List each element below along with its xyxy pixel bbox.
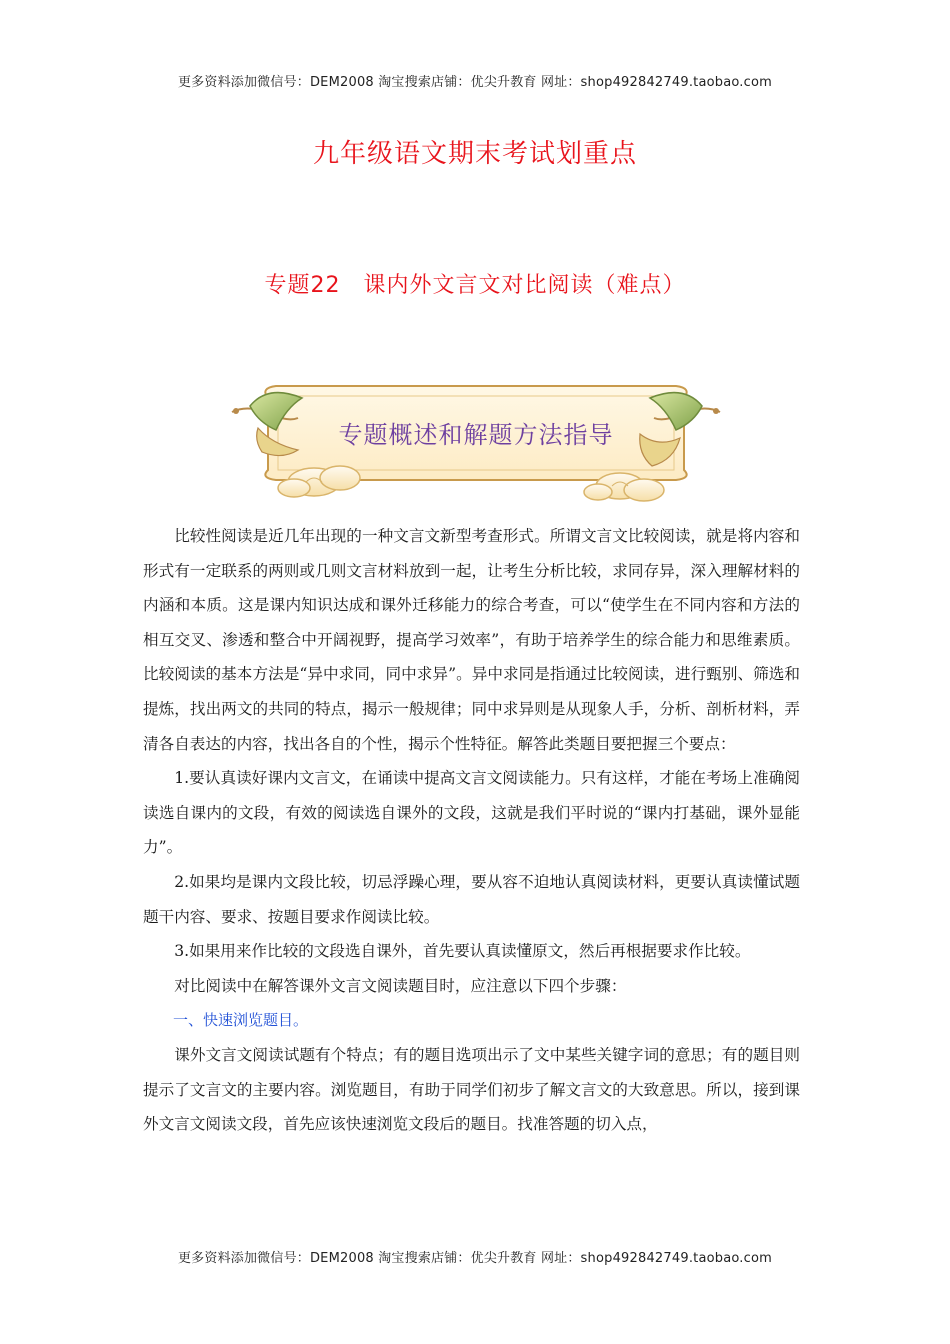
paragraph-point-1: 1.要认真读好课内文言文，在诵读中提高文言文阅读能力。只有这样，才能在考场上准确阅读选自课内的文段，有效的阅读选自课外的文段，这就是我们平时说的“课内打基础，课外显能力”。 <box>143 769 800 857</box>
paragraph-intro: 比较性阅读是近几年出现的一种文言文新型考查形式。所谓文言文比较阅读，就是将内容和形式有一定联系的两则或几则文言材料放到一起，让考生分析比较，求同存异，深入理解材料的内涵和本质。这是课内知识达成和课外迁移能力的综合考查，可以“使学生在不同内容和方法的相互交叉、渗透和整合中开阔视野，提高学习效率”，有助于培养学生的综合能力和思维素质。比较阅读的基本方法是“异中求同，同中求异”。异中求同是指通过比较阅读，进行甄别、筛选和提炼，找出两文的共同的特点，揭示一般规律；同中求异则是从现象人手，分析、剖析材料，弄清各自表达的内容，找出各自的个性，揭示个性特征。解答此类题目要把握三个要点： <box>143 527 800 753</box>
section-banner <box>228 378 724 506</box>
document-title: 九年级语文期末考试划重点 <box>312 139 637 169</box>
section-paragraph: 课外文言文阅读试题有个特点；有的题目选项出示了文中某些关键字词的意思；有的题目则提示了文言文的主要内容。浏览题目，有助于同学们初步了解文言文的大致意思。所以，接到课外文言文阅读文段，首先应该快速浏览文段后的题目。找准答题的切入点， <box>143 1045 800 1134</box>
section-heading: 一、快速浏览题目。 <box>173 1011 309 1030</box>
body-content <box>143 519 800 1142</box>
paragraph-point-2: 2.如果均是课内文段比较，切忌浮躁心理，要从容不迫地认真阅读材料，更要认真读懂试题题干内容、要求、按题目要求作阅读比较。 <box>143 872 800 926</box>
header-ad-line: 更多资料添加微信号：DEM2008 淘宝搜索店铺：优尖升教育 网址：shop492842749.taobao.com <box>177 75 773 90</box>
topic-title: 专题22 课内外文言文对比阅读（难点） <box>264 273 686 298</box>
banner-label: 专题概述和解题方法指导 <box>338 421 614 449</box>
footer-ad-line: 更多资料添加微信号：DEM2008 淘宝搜索店铺：优尖升教育 网址：shop492842749.taobao.com <box>177 1251 773 1266</box>
paragraph-point-3: 3.如果用来作比较的文段选自课外，首先要认真读懂原文，然后再根据要求作比较。 <box>174 942 751 961</box>
paragraph-steps-intro: 对比阅读中在解答课外文言文阅读题目时，应注意以下四个步骤： <box>174 976 627 995</box>
